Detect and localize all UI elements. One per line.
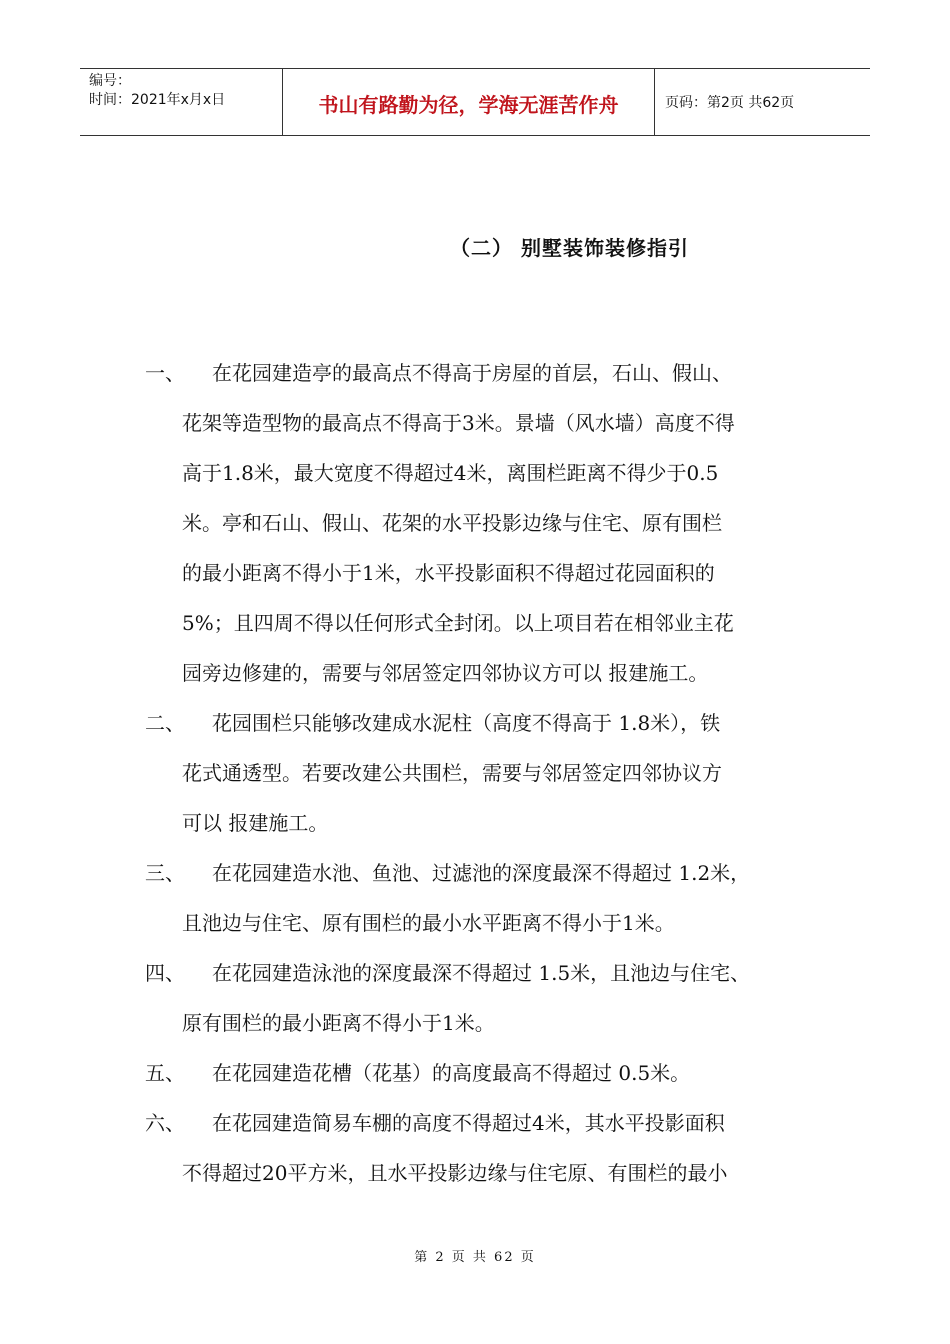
clause-number: 一、 (145, 361, 185, 385)
document-title: （二） 别墅装饰装修指引 (450, 236, 689, 260)
clause-line: 可以 报建施工。 (182, 811, 329, 835)
time-label: 时间：2021年x月x日 (89, 92, 226, 108)
document-body (0, 348, 950, 1198)
clause-number: 三、 (145, 861, 185, 885)
clause-line: 在花园建造泳池的深度最深不得超过 1.5米，且池边与住宅、 (212, 961, 751, 985)
clause-line: 花式通透型。若要改建公共围栏，需要与邻居签定四邻协议方 (182, 761, 722, 785)
clause-line: 的最小距离不得小于1米，水平投影面积不得超过花园面积的 (182, 561, 715, 585)
clause-3 (0, 848, 950, 948)
clause-line: 在花园建造花槽（花基）的高度最高不得超过 0.5米。 (212, 1061, 691, 1085)
clause-4 (0, 948, 950, 1048)
number-label: 编号： (89, 73, 131, 89)
clause-line: 米。亭和石山、假山、花架的水平投影边缘与住宅、原有围栏 (182, 511, 722, 535)
clause-line: 在花园建造亭的最高点不得高于房屋的首层，石山、假山、 (212, 361, 732, 385)
clause-2 (0, 698, 950, 848)
page-footer: 第 2 页 共 62 页 (414, 1250, 536, 1265)
clause-number: 二、 (145, 711, 185, 735)
clause-6 (0, 1098, 950, 1198)
clause-number: 四、 (145, 961, 185, 985)
header-meta (80, 69, 283, 135)
page-header (80, 68, 870, 136)
clause-line: 在花园建造水池、鱼池、过滤池的深度最深不得超过 1.2米， (212, 861, 751, 885)
clause-line: 且池边与住宅、原有围栏的最小水平距离不得小于1米。 (182, 911, 675, 935)
clause-line: 高于1.8米，最大宽度不得超过4米，离围栏距离不得少于0.5 (182, 461, 719, 485)
clause-5 (0, 1048, 950, 1098)
clause-line: 原有围栏的最小距离不得小于1米。 (182, 1011, 495, 1035)
clause-number: 五、 (145, 1061, 185, 1085)
clause-line: 5%；且四周不得以任何形式全封闭。以上项目若在相邻业主花 (182, 611, 734, 635)
clause-line: 不得超过20平方米，且水平投影边缘与住宅原、有围栏的最小 (182, 1161, 728, 1185)
clause-1 (0, 348, 950, 698)
clause-line: 花架等造型物的最高点不得高于3米。景墙（风水墙）高度不得 (182, 411, 735, 435)
clause-number: 六、 (145, 1111, 185, 1135)
header-motto: 书山有路勤为径，学海无涯苦作舟 (283, 69, 655, 135)
header-page-info: 页码：第2页 共62页 (665, 95, 795, 111)
clause-line: 花园围栏只能够改建成水泥柱（高度不得高于 1.8米），铁 (212, 711, 721, 735)
clause-line: 园旁边修建的，需要与邻居签定四邻协议方可以 报建施工。 (182, 661, 709, 685)
clause-line: 在花园建造简易车棚的高度不得超过4米，其水平投影面积 (212, 1111, 725, 1135)
